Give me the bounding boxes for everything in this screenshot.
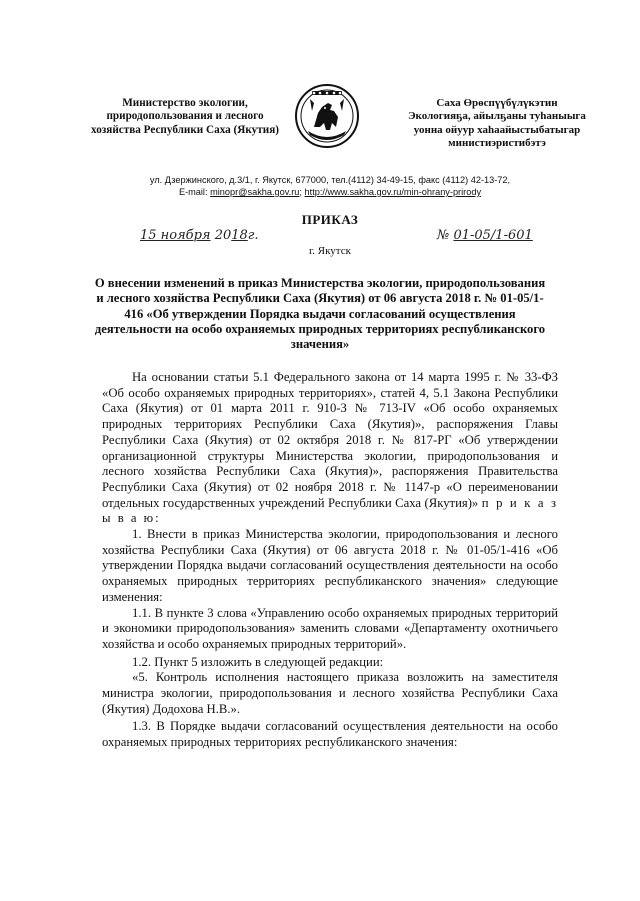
number-sign: №: [437, 228, 450, 243]
preamble-paragraph: [102, 370, 558, 527]
ministry-name-line: министиэристибэтэ: [448, 136, 546, 149]
paragraph-1-3: 1.3. В Порядке выдачи согласований осуществления деятельности на особо охраняемых природных территориях республиканского значения:: [102, 719, 558, 750]
ministry-name-line: природопользования и лесного: [106, 110, 264, 123]
preamble-text: На основании статьи 5.1 Федерального закона от 14 марта 1995 г. № 33-ФЗ «Об особо охраняемых природных территориях», статей 4, 5.1 Закона Республики Саха (Якутия) от 01 марта 2011 г. 910-З № 713-IV «Об особо охраняемых природных территориях Республики Саха (Якутия)», распоряжения Главы Республики Саха (Якутия) от 02 октября 2018 г. № 817-РГ «Об утверждении организационной структуры Министерства экологии, природопользования и лесного хозяйства Республики Саха (Якутия)», распоряжения Правительства Республики Саха (Якутия) от 02 ноября 2018 г. № 1147-р «О переименовании отдельных государственных учреждений Республики Саха (Якутия)»: [102, 370, 558, 510]
year-suffix: г.: [247, 228, 259, 243]
ministry-name-line: Саха Өрөспүүбүлүкэтин: [436, 97, 558, 109]
paragraph-1-1: 1.1. В пункте 3 слова «Управлению особо охраняемых природных территорий и экономики природопользования» заменить словами «Департаменту охотничьего хозяйства и особо охраняемых природных территорий».: [102, 605, 558, 651]
order-body: [102, 370, 558, 751]
order-date: [140, 228, 258, 243]
document-heading: ПРИКАЗ: [301, 212, 359, 227]
paragraph-5-new-text: «5. Контроль исполнения настоящего приказа возложить на заместителя министра экологии, природопользования и лесного хозяйства Республики Саха (Якутия) Додохова Н.В.».: [102, 670, 558, 716]
ministry-name-line: Экологияҕа, айылҕаны туһаныыга: [408, 110, 586, 123]
email-label: E-mail:: [178, 187, 211, 197]
ministry-address: [70, 174, 590, 198]
website-link[interactable]: http://www.sakha.gov.ru/min-ohrany-prirody: [304, 187, 482, 197]
address-line: ул. Дзержинского, д.3/1, г. Якутск, 677000, тел.(4112) 34-49-15, факс (4112) 42-13-72,: [149, 175, 511, 185]
order-number: [437, 228, 533, 243]
city-name: г. Якутск: [309, 245, 351, 257]
paragraph-1: 1. Внести в приказ Министерства экологии, природопользования и лесного хозяйства Республики Саха (Якутия) от 06 августа 2018 г. № 01-05/1-416 «Об утверждении Порядка выдачи согласований осуществления деятельности на особо охраняемых природных территориях республиканского значения» следующие изменения:: [102, 527, 558, 604]
contact-separator: ;: [299, 187, 305, 197]
coat-of-arms-emblem: [294, 83, 360, 149]
paragraph-1-2: 1.2. Пункт 5 изложить в следующей редакции:: [132, 654, 384, 669]
email-link[interactable]: minopr@sakha.gov.ru: [210, 187, 300, 197]
contact-line: [70, 186, 590, 198]
ministry-name-line: хозяйства Республики Саха (Якутия): [91, 123, 279, 136]
ministry-name-russian: [85, 97, 285, 137]
ministry-name-line: уонна ойуур хаһаайыстыбатыгар: [413, 123, 581, 136]
order-verb: п р и к а з ы в а ю:: [102, 495, 558, 526]
handwritten-number: 01-05/1-601: [453, 228, 533, 243]
handwritten-year: 18: [231, 228, 248, 243]
ministry-name-yakut: [402, 97, 592, 150]
year-prefix: 20: [214, 228, 232, 243]
order-title: О внесении изменений в приказ Министерства экологии, природопользования и лесного хозяйства Республики Саха (Якутия) от 06 августа 2018 г. № 01-05/1-416 «Об утверждении Порядка выдачи согласований осуществления деятельности на особо охраняемых природных территориях республиканского значения»: [94, 276, 546, 352]
handwritten-date: 15 ноября: [140, 228, 211, 243]
ministry-name-line: Министерство экологии,: [122, 97, 248, 109]
